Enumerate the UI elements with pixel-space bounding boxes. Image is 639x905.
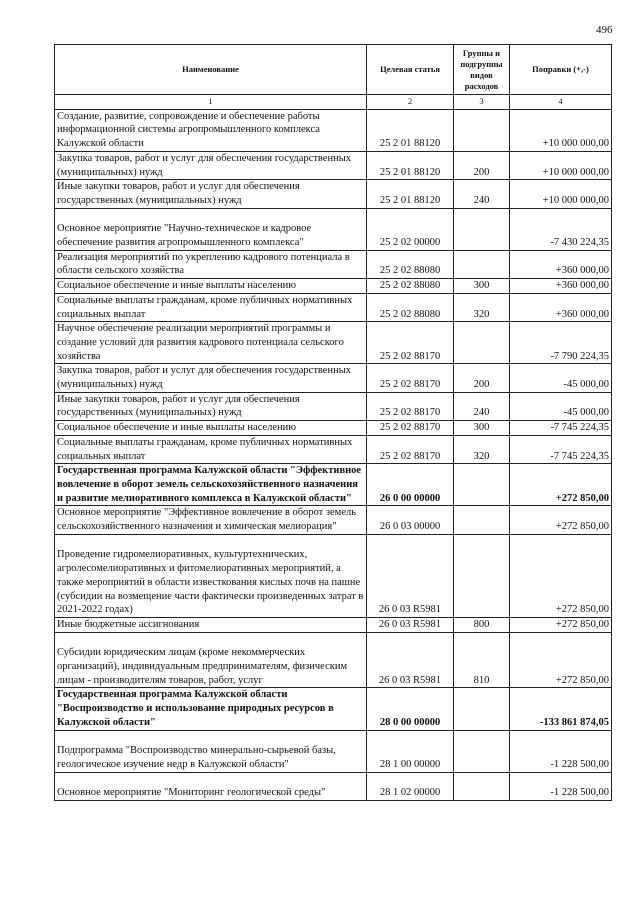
budget-amendments-table bbox=[54, 44, 612, 801]
row-target-article: 25 2 02 88170 bbox=[379, 350, 441, 362]
row-amendment-amount: -1 228 500,00 bbox=[550, 758, 609, 770]
table-row bbox=[55, 180, 612, 208]
header-name: Наименование bbox=[55, 45, 367, 95]
table-row bbox=[55, 632, 612, 688]
row-target-article: 28 1 02 00000 bbox=[379, 787, 441, 799]
table-row bbox=[55, 279, 612, 294]
row-amendment-amount: +10 000 000,00 bbox=[542, 138, 609, 150]
row-name: Иные закупки товаров, работ и услуг для обеспечения государственных (муниципальных) нужд bbox=[57, 181, 300, 206]
table-row bbox=[55, 506, 612, 534]
row-amendment-amount: -7 745 224,35 bbox=[550, 422, 609, 434]
table-row bbox=[55, 293, 612, 321]
header-expense-groups: Группы и подгруппы видов расходов bbox=[454, 45, 510, 95]
row-name: Государственная программа Калужской области "Эффективное вовлечение в оборот земель сельскохозяйственного назначения и развитие мелиоративного комплекса в Калужской области" bbox=[57, 465, 362, 504]
row-amendment-amount: +360 000,00 bbox=[555, 308, 609, 320]
row-expense-group: 800 bbox=[473, 618, 490, 630]
table-row bbox=[55, 730, 612, 772]
row-target-article: 28 1 00 00000 bbox=[379, 758, 441, 770]
row-target-article: 25 2 02 88080 bbox=[379, 265, 441, 277]
page-number: 496 bbox=[596, 24, 613, 36]
row-target-article: 26 0 03 R5981 bbox=[378, 674, 442, 686]
table-row bbox=[55, 392, 612, 420]
table-row bbox=[55, 421, 612, 436]
header-row bbox=[55, 45, 612, 95]
row-amendment-amount: +272 850,00 bbox=[555, 618, 609, 630]
row-target-article: 25 2 02 88170 bbox=[379, 407, 441, 419]
row-expense-group: 300 bbox=[473, 280, 490, 292]
row-spacer bbox=[57, 731, 364, 745]
row-target-article: 28 0 00 00000 bbox=[379, 716, 441, 728]
table-row bbox=[55, 208, 612, 250]
table-row bbox=[55, 688, 612, 730]
row-name: Реализация мероприятий по укреплению кадрового потенциала в области сельского хозяйства bbox=[57, 251, 350, 277]
table-row bbox=[55, 109, 612, 151]
row-spacer bbox=[57, 209, 364, 223]
header-target-article: Целевая статья bbox=[367, 45, 454, 95]
row-target-article: 26 0 03 R5981 bbox=[378, 604, 442, 616]
row-name: Подпрограмма "Воспроизводство минерально-сырьевой базы, геологическое изучение недр в Калужской области" bbox=[57, 745, 336, 770]
row-expense-group: 200 bbox=[473, 379, 490, 391]
row-name: Создание, развитие, сопровождение и обеспечение работы информационной системы агропромышленного комплекса Калужской области bbox=[57, 110, 320, 150]
row-name: Основное мероприятие "Мониторинг геологической среды" bbox=[57, 787, 326, 799]
row-name: Закупка товаров, работ и услуг для обеспечения государственных (муниципальных) нужд bbox=[57, 365, 352, 391]
row-target-article: 25 2 02 88080 bbox=[379, 280, 441, 292]
table-row bbox=[55, 250, 612, 278]
row-expense-group: 810 bbox=[473, 674, 490, 686]
row-amendment-amount: +272 850,00 bbox=[555, 604, 609, 616]
row-amendment-amount: -133 861 874,05 bbox=[539, 716, 609, 728]
table-row bbox=[55, 772, 612, 800]
row-spacer bbox=[57, 535, 364, 549]
row-name: Научное обеспечение реализации мероприятий программы и создание условий для развития кадрового потенциала сельского хозяйства bbox=[57, 323, 344, 362]
row-target-article: 25 2 02 88170 bbox=[379, 450, 441, 462]
row-amendment-amount: +360 000,00 bbox=[555, 280, 609, 292]
row-amendment-amount: -7 430 224,35 bbox=[550, 237, 609, 249]
table-row bbox=[55, 151, 612, 179]
column-number: 2 bbox=[367, 95, 454, 110]
table-row bbox=[55, 322, 612, 364]
row-target-article: 25 2 01 88120 bbox=[379, 194, 441, 206]
row-expense-group: 240 bbox=[473, 194, 490, 206]
row-name: Иные бюджетные ассигнования bbox=[57, 618, 200, 630]
row-expense-group: 240 bbox=[473, 407, 490, 419]
row-name: Основное мероприятие "Научно-техническое и кадровое обеспечение развития агропромышленного комплекса" bbox=[57, 223, 312, 249]
row-amendment-amount: -1 228 500,00 bbox=[550, 787, 609, 799]
row-name: Социальные выплаты гражданам, кроме публичных нормативных социальных выплат bbox=[57, 436, 353, 462]
row-target-article: 25 2 02 88170 bbox=[379, 422, 441, 434]
header-amendments: Поправки (+,-) bbox=[510, 45, 612, 95]
row-target-article: 26 0 03 00000 bbox=[379, 521, 441, 533]
table-row bbox=[55, 617, 612, 632]
row-name: Государственная программа Калужской области "Воспроизводство и использование природных ресурсов в Калужской области" bbox=[57, 689, 334, 728]
row-target-article: 25 2 02 88080 bbox=[379, 308, 441, 320]
table-body bbox=[55, 109, 612, 800]
row-name: Субсидии юридическим лицам (кроме некоммерческих организаций), индивидуальным предпринимателям, физическим лицам - производителям товаров, работ, услуг bbox=[57, 647, 348, 686]
row-expense-group: 320 bbox=[473, 308, 490, 320]
row-amendment-amount: -7 745 224,35 bbox=[550, 450, 609, 462]
row-amendment-amount: +272 850,00 bbox=[555, 492, 609, 504]
row-name: Социальные выплаты гражданам, кроме публичных нормативных социальных выплат bbox=[57, 294, 353, 320]
row-expense-group: 320 bbox=[473, 450, 490, 462]
row-amendment-amount: -7 790 224,35 bbox=[550, 350, 609, 362]
column-number: 3 bbox=[454, 95, 510, 110]
row-amendment-amount: +272 850,00 bbox=[555, 521, 609, 533]
row-amendment-amount: +10 000 000,00 bbox=[542, 166, 609, 178]
row-expense-group: 300 bbox=[473, 422, 490, 434]
row-target-article: 26 0 00 00000 bbox=[379, 492, 441, 504]
row-amendment-amount: +272 850,00 bbox=[555, 674, 609, 686]
row-name: Проведение гидромелиоративных, культуртехнических, агролесомелиоративных и фитомелиоративных мероприятий, а также мероприятий в области известкования кислых почв на пашне (субсидии на возмещение части фактически произведенных затрат в 2021-2022 годах) bbox=[57, 549, 364, 616]
row-target-article: 25 2 01 88120 bbox=[379, 138, 441, 150]
row-target-article: 25 2 02 00000 bbox=[379, 237, 441, 249]
row-name: Социальное обеспечение и иные выплаты населению bbox=[57, 280, 297, 292]
table-row bbox=[55, 534, 612, 617]
column-number: 4 bbox=[510, 95, 612, 110]
column-number-row bbox=[55, 95, 612, 110]
table-row bbox=[55, 364, 612, 392]
table-row bbox=[55, 464, 612, 506]
row-amendment-amount: -45 000,00 bbox=[563, 379, 609, 391]
row-name: Закупка товаров, работ и услуг для обеспечения государственных (муниципальных) нужд bbox=[57, 152, 352, 178]
table-row bbox=[55, 435, 612, 463]
row-name: Иные закупки товаров, работ и услуг для обеспечения государственных (муниципальных) нужд bbox=[57, 393, 300, 419]
row-name: Основное мероприятие "Эффективное вовлечение в оборот земель сельскохозяйственного назначения и химическая мелиорация" bbox=[57, 507, 357, 533]
row-spacer bbox=[57, 633, 364, 647]
row-spacer bbox=[57, 773, 364, 787]
row-amendment-amount: +360 000,00 bbox=[555, 265, 609, 277]
row-expense-group: 200 bbox=[473, 166, 490, 178]
column-number: 1 bbox=[55, 95, 367, 110]
row-amendment-amount: -45 000,00 bbox=[563, 407, 609, 419]
row-target-article: 26 0 03 R5981 bbox=[378, 618, 442, 630]
row-amendment-amount: +10 000 000,00 bbox=[542, 194, 609, 206]
row-name: Социальное обеспечение и иные выплаты населению bbox=[57, 422, 297, 434]
row-target-article: 25 2 02 88170 bbox=[379, 379, 441, 391]
row-target-article: 25 2 01 88120 bbox=[379, 166, 441, 178]
